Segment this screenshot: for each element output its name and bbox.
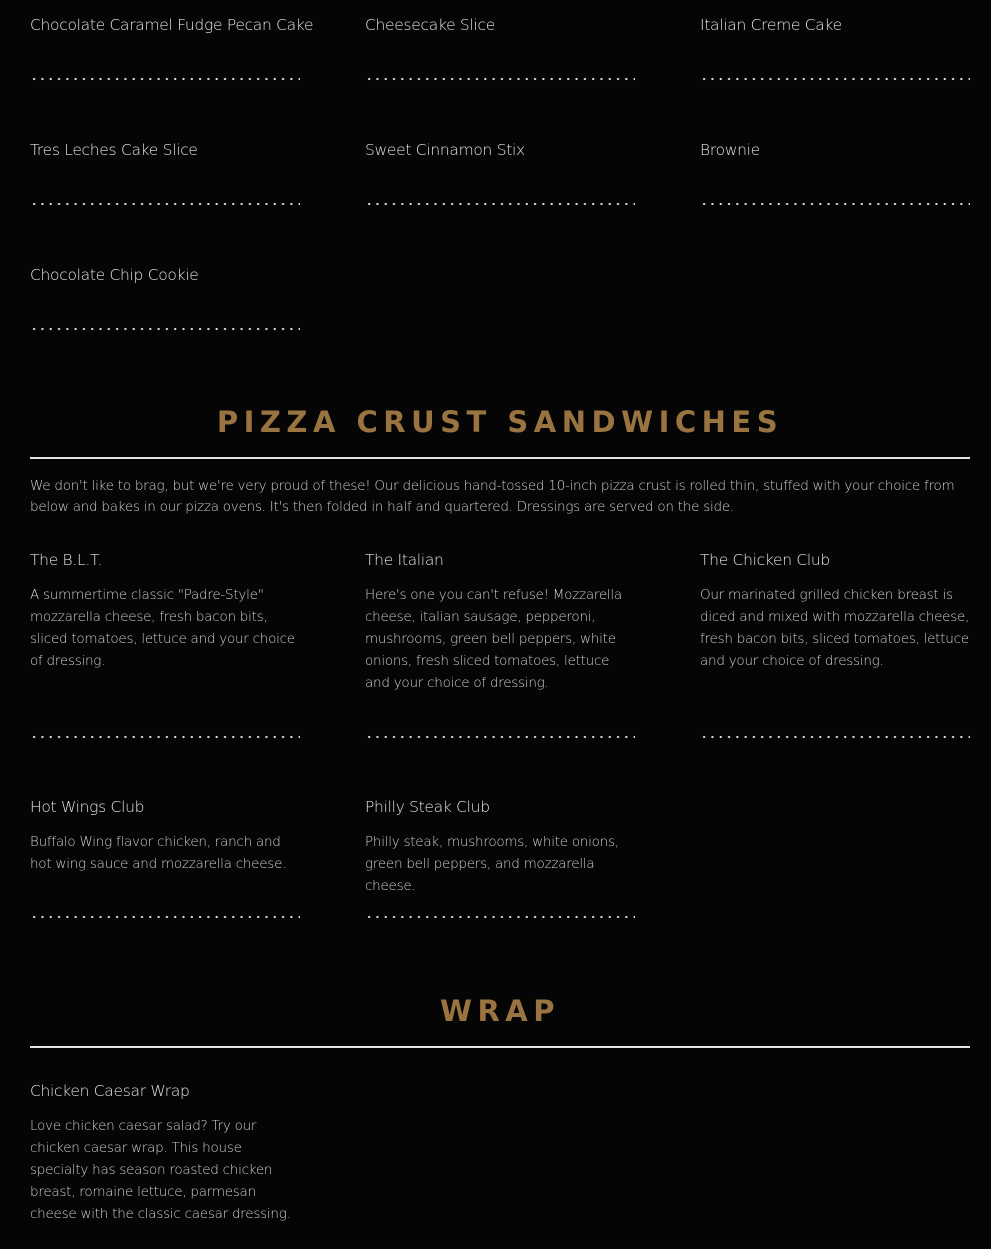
section-title: WRAP [439,994,561,1028]
section-intro: We don't like to brag, but we're very proud of these! Our delicious hand-tossed 10-inch pizza crust is rolled thin, stuffed with your choice from below and bakes in our pizza ovens. It's then folded in half and quartered. Dressings are served on the side. [30,478,955,515]
menu-item-name: Chocolate Caramel Fudge Pecan Cake [30,16,314,34]
menu-item-description: Here's one you can't refuse! Mozzarella cheese, italian sausage, pepperoni, mushrooms, green bell peppers, white onions, fresh sliced tomatoes, lettuce and your choice of dressing. [365,587,622,691]
menu-item [365,140,635,265]
dotted-leader [700,734,970,740]
menu-item-name: Hot Wings Club [30,798,145,816]
menu-item [30,797,300,977]
section-divider [30,1046,970,1048]
dotted-leader [365,914,635,920]
menu-item [365,550,635,797]
menu-item-name: Brownie [700,141,760,159]
pizza-crust-items [30,550,970,977]
menu-item-name: Sweet Cinnamon Stix [365,141,525,159]
menu-item [30,550,300,797]
menu-item-name: The Italian [365,551,444,569]
dotted-leader [365,201,635,207]
menu-item-name: Cheesecake Slice [365,16,495,34]
menu-item [700,15,970,140]
dotted-leader [30,914,300,920]
menu-item [365,15,635,140]
menu-page [30,0,970,1249]
menu-item-name: Philly Steak Club [365,798,490,816]
dotted-leader [700,201,970,207]
menu-item-description: Buffalo Wing flavor chicken, ranch and hot wing sauce and mozzarella cheese. [30,834,287,872]
menu-item-name: The Chicken Club [700,551,830,569]
menu-item [700,550,970,797]
menu-item [30,1081,300,1225]
menu-item-name: Tres Leches Cake Slice [30,141,198,159]
menu-item-name: Chocolate Chip Cookie [30,266,199,284]
menu-item [365,797,635,977]
menu-item [30,265,300,390]
pizza-crust-section [30,405,970,518]
menu-item [30,140,300,265]
menu-item [700,140,970,265]
dessert-menu-section [30,15,970,390]
menu-item-name: Chicken Caesar Wrap [30,1082,190,1100]
menu-item [30,15,314,140]
menu-item-name: Italian Creme Cake [700,16,842,34]
menu-item-name: The B.L.T. [30,551,102,569]
dotted-leader [365,76,635,82]
menu-item-description: A summertime classic "Padre-Style" mozzarella cheese, fresh bacon bits, sliced tomatoes, lettuce and your choice of dressing. [30,587,295,669]
dotted-leader [30,734,300,740]
wrap-section [30,994,970,1048]
dotted-leader [365,734,635,740]
dotted-leader [30,76,300,82]
dotted-leader [700,76,970,82]
menu-item-description: Our marinated grilled chicken breast is diced and mixed with mozzarella cheese, fresh bacon bits, sliced tomatoes, lettuce and your choice of dressing. [700,587,970,669]
dotted-leader [30,326,300,332]
section-divider [30,457,970,459]
menu-item-description: Love chicken caesar salad? Try our chicken caesar wrap. This house specialty has season roasted chicken breast, romaine lettuce, parmesan cheese with the classic caesar dressing. [30,1118,291,1222]
section-title: PIZZA CRUST SANDWICHES [216,405,784,439]
dotted-leader [30,201,300,207]
wrap-items [30,1081,970,1225]
menu-item-description: Philly steak, mushrooms, white onions, green bell peppers, and mozzarella cheese. [365,834,619,894]
